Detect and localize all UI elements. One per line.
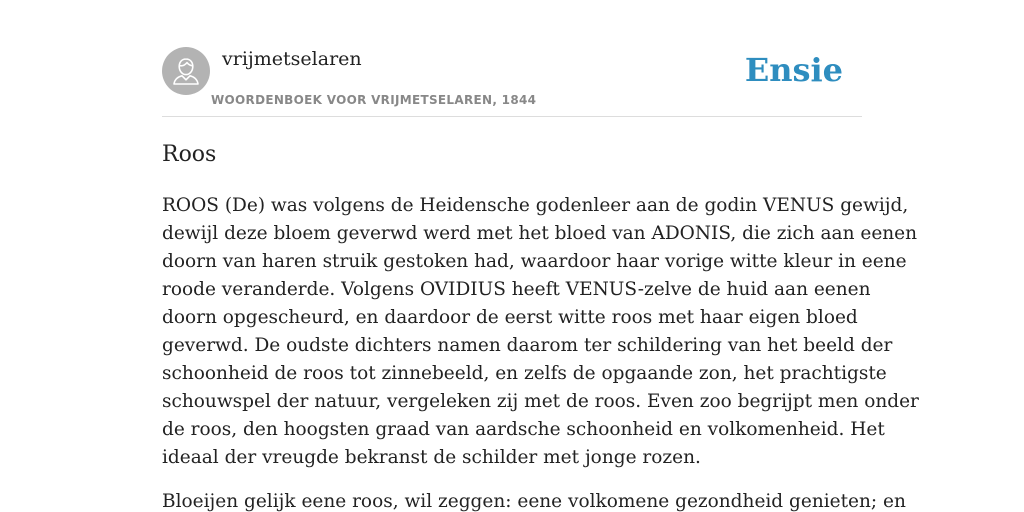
- author-name[interactable]: vrijmetselaren: [222, 48, 362, 70]
- paragraph-line: roode veranderde. Volgens OVIDIUS heeft VENUS-zelve de huid aan eenen: [162, 279, 871, 300]
- paragraph-line: ROOS (De) was volgens de Heidensche godenleer aan de godin VENUS gewijd,: [162, 195, 909, 216]
- paragraph-line: schouwspel der natuur, vergeleken zij met de roos. Even zoo begrijpt men onder: [162, 391, 919, 412]
- paragraph-line: Bloeijen gelijk eene roos, wil zeggen: eene volkomene gezondheid genieten; en: [162, 491, 906, 512]
- author-avatar[interactable]: [162, 47, 210, 95]
- paragraph-1: [162, 192, 919, 472]
- paragraph-line: doorn van haren struik gestoken had, waardoor haar vorige witte kleur in eene: [162, 251, 907, 272]
- article-body: [162, 192, 919, 512]
- user-icon: [162, 47, 210, 95]
- source-label[interactable]: WOORDENBOEK VOOR VRIJMETSELAREN, 1844: [211, 93, 537, 107]
- paragraph-line: ideaal der vreugde bekranst de schilder met jonge rozen.: [162, 447, 701, 468]
- paragraph-line: de roos, den hoogsten graad van aardsche schoonheid en volkomenheid. Het: [162, 419, 885, 440]
- article-header: [162, 47, 862, 117]
- article-title: Roos: [162, 142, 217, 167]
- paragraph-line: geverwd. De oudste dichters namen daarom ter schildering van het beeld der: [162, 335, 893, 356]
- brand-logo[interactable]: Ensie: [744, 51, 843, 89]
- paragraph-line: dewijl deze bloem geverwd werd met het bloed van ADONIS, die zich aan eenen: [162, 223, 918, 244]
- paragraph-line: doorn opgescheurd, en daardoor de eerst witte roos met haar eigen bloed: [162, 307, 858, 328]
- paragraph-2: [162, 488, 906, 512]
- paragraph-line: schoonheid de roos tot zinnebeeld, en zelfs de opgaande zon, het prachtigste: [162, 363, 887, 384]
